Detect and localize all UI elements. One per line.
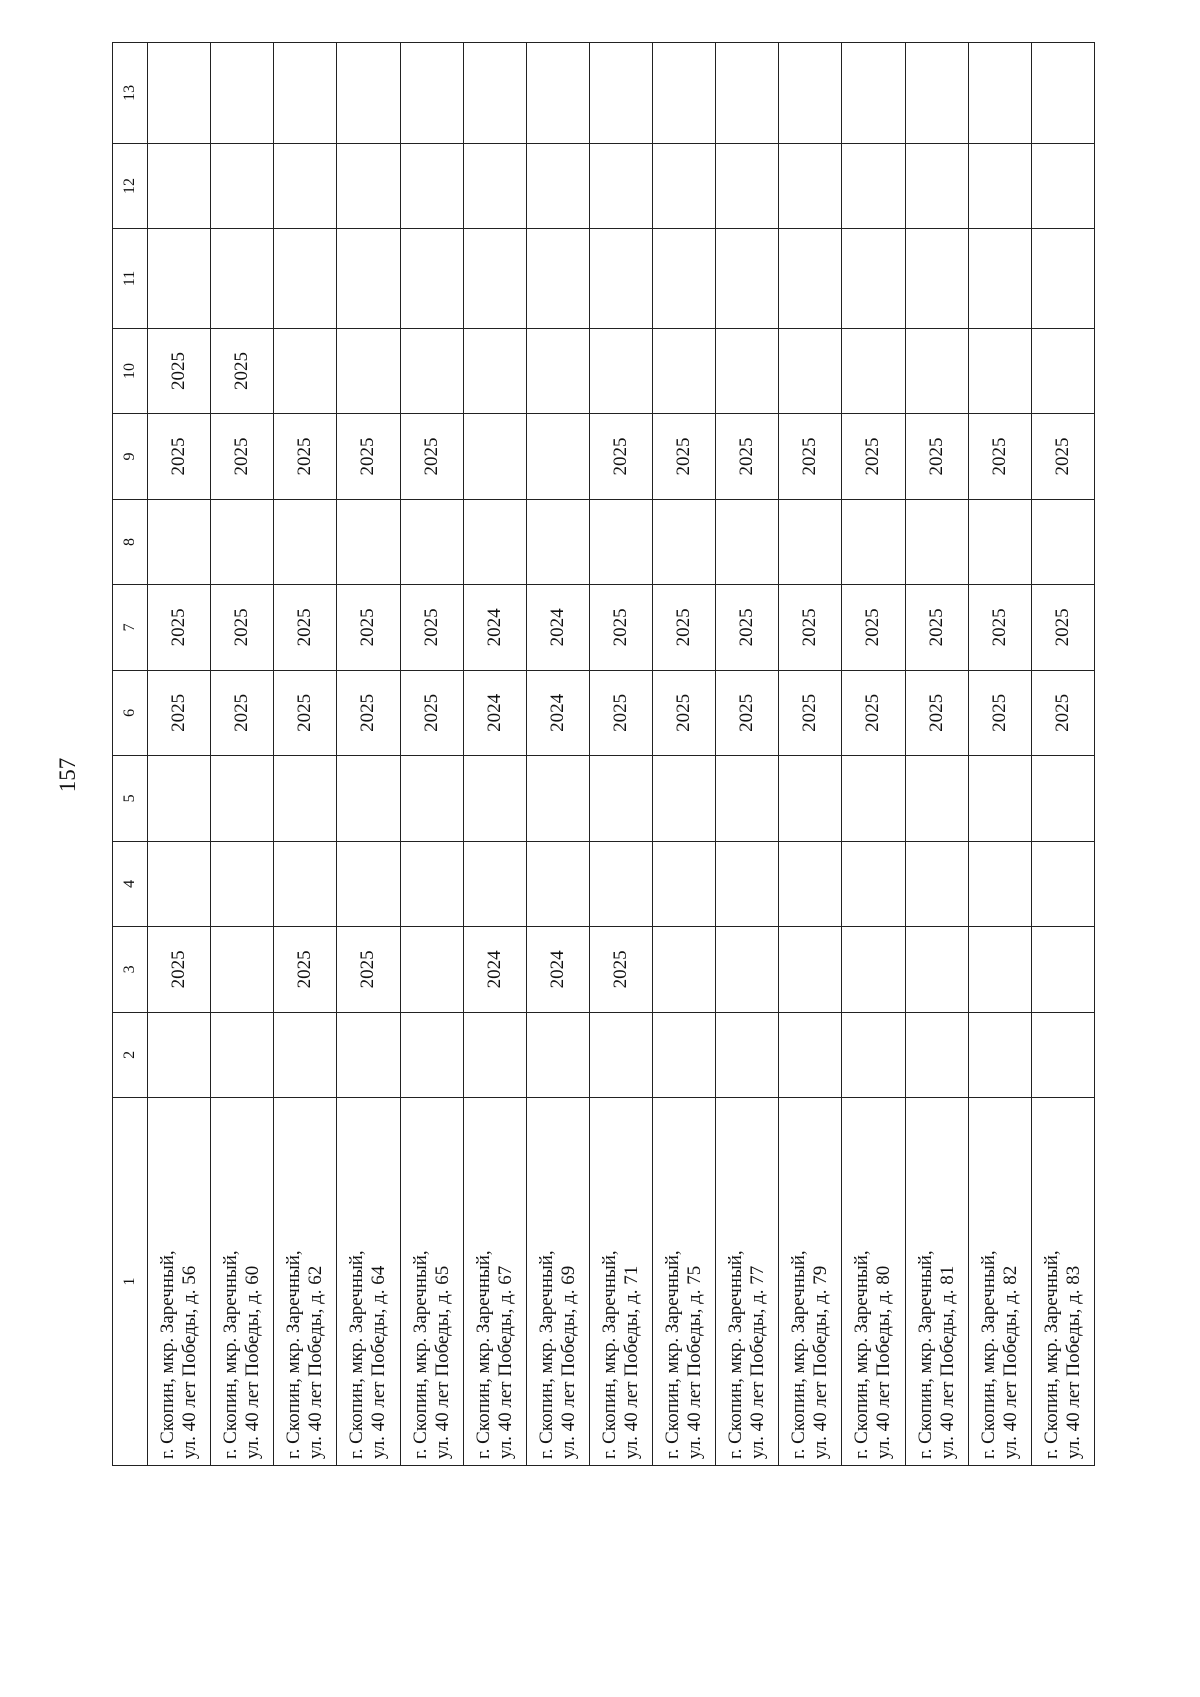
year-cell-col12 bbox=[463, 143, 526, 228]
year-cell-col12 bbox=[211, 143, 274, 228]
table-row bbox=[400, 43, 463, 1466]
year-cell-col4 bbox=[274, 841, 337, 926]
address-line2: ул. 40 лет Победы, д. 75 bbox=[684, 1265, 706, 1459]
year-cell-col6: 2025 bbox=[400, 670, 463, 755]
year-cell-col6: 2025 bbox=[842, 670, 905, 755]
table-row bbox=[148, 43, 211, 1466]
table-row bbox=[653, 43, 716, 1466]
address-line2: ул. 40 лет Победы, д. 67 bbox=[494, 1265, 516, 1459]
table-row bbox=[1031, 43, 1094, 1466]
year-cell-col12 bbox=[842, 143, 905, 228]
year-cell-col8 bbox=[463, 499, 526, 584]
year-cell-col2 bbox=[1031, 1012, 1094, 1097]
year-cell-col11 bbox=[779, 229, 842, 329]
year-cell-col11 bbox=[274, 229, 337, 329]
year-cell-col3 bbox=[1031, 927, 1094, 1012]
address-line1: г. Скопин, мкр. Заречный, bbox=[788, 1250, 810, 1459]
year-cell-col5 bbox=[337, 756, 400, 841]
year-cell-col13 bbox=[589, 43, 652, 144]
year-cell-col5 bbox=[968, 756, 1031, 841]
column-header-3: 3 bbox=[113, 927, 148, 1012]
year-cell-col5 bbox=[589, 756, 652, 841]
address-line1: г. Скопин, мкр. Заречный, bbox=[1040, 1250, 1062, 1459]
address-cell bbox=[526, 1098, 589, 1466]
year-cell-col6: 2024 bbox=[526, 670, 589, 755]
year-cell-col9: 2025 bbox=[716, 414, 779, 499]
address-line2: ул. 40 лет Победы, д. 80 bbox=[873, 1265, 895, 1459]
year-cell-col13 bbox=[779, 43, 842, 144]
column-header-13: 13 bbox=[113, 43, 148, 144]
column-header-12: 12 bbox=[113, 143, 148, 228]
address-line1: г. Скопин, мкр. Заречный, bbox=[157, 1250, 179, 1459]
address-cell bbox=[463, 1098, 526, 1466]
year-cell-col7: 2025 bbox=[400, 585, 463, 670]
year-cell-col4 bbox=[463, 841, 526, 926]
address-line2: ул. 40 лет Победы, д. 71 bbox=[620, 1265, 642, 1459]
address-line2: ул. 40 лет Победы, д. 79 bbox=[810, 1265, 832, 1459]
year-cell-col12 bbox=[148, 143, 211, 228]
year-cell-col10 bbox=[526, 328, 589, 413]
address-line2: ул. 40 лет Победы, д. 62 bbox=[305, 1265, 327, 1459]
year-cell-col13 bbox=[653, 43, 716, 144]
address-line2: ул. 40 лет Победы, д. 64 bbox=[368, 1265, 390, 1459]
address-line2: ул. 40 лет Победы, д. 69 bbox=[557, 1265, 579, 1459]
year-cell-col4 bbox=[1031, 841, 1094, 926]
year-cell-col10 bbox=[905, 328, 968, 413]
address-line2: ул. 40 лет Победы, д. 77 bbox=[747, 1265, 769, 1459]
address-line2: ул. 40 лет Победы, д. 60 bbox=[242, 1265, 264, 1459]
year-cell-col4 bbox=[589, 841, 652, 926]
address-cell bbox=[211, 1098, 274, 1466]
address-line1: г. Скопин, мкр. Заречный, bbox=[535, 1250, 557, 1459]
year-cell-col7: 2024 bbox=[526, 585, 589, 670]
year-cell-col5 bbox=[463, 756, 526, 841]
year-cell-col11 bbox=[653, 229, 716, 329]
schedule-table bbox=[112, 42, 1095, 1466]
table-row bbox=[779, 43, 842, 1466]
address-cell bbox=[842, 1098, 905, 1466]
year-cell-col12 bbox=[589, 143, 652, 228]
year-cell-col5 bbox=[779, 756, 842, 841]
year-cell-col5 bbox=[526, 756, 589, 841]
year-cell-col10 bbox=[716, 328, 779, 413]
year-cell-col5 bbox=[400, 756, 463, 841]
year-cell-col7: 2025 bbox=[716, 585, 779, 670]
year-cell-col7: 2025 bbox=[274, 585, 337, 670]
year-cell-col2 bbox=[905, 1012, 968, 1097]
year-cell-col11 bbox=[148, 229, 211, 329]
year-cell-col9: 2025 bbox=[400, 414, 463, 499]
year-cell-col2 bbox=[779, 1012, 842, 1097]
address-line1: г. Скопин, мкр. Заречный, bbox=[220, 1250, 242, 1459]
year-cell-col8 bbox=[337, 499, 400, 584]
year-cell-col10 bbox=[842, 328, 905, 413]
year-cell-col3: 2025 bbox=[274, 927, 337, 1012]
year-cell-col12 bbox=[400, 143, 463, 228]
address-line1: г. Скопин, мкр. Заречный, bbox=[598, 1250, 620, 1459]
year-cell-col8 bbox=[905, 499, 968, 584]
year-cell-col3 bbox=[400, 927, 463, 1012]
year-cell-col9 bbox=[463, 414, 526, 499]
year-cell-col12 bbox=[653, 143, 716, 228]
year-cell-col13 bbox=[968, 43, 1031, 144]
year-cell-col4 bbox=[400, 841, 463, 926]
year-cell-col7: 2025 bbox=[968, 585, 1031, 670]
year-cell-col11 bbox=[337, 229, 400, 329]
year-cell-col8 bbox=[653, 499, 716, 584]
year-cell-col11 bbox=[463, 229, 526, 329]
year-cell-col2 bbox=[842, 1012, 905, 1097]
year-cell-col5 bbox=[842, 756, 905, 841]
year-cell-col9 bbox=[526, 414, 589, 499]
year-cell-col7: 2025 bbox=[653, 585, 716, 670]
address-line1: г. Скопин, мкр. Заречный, bbox=[346, 1250, 368, 1459]
year-cell-col10: 2025 bbox=[148, 328, 211, 413]
address-cell bbox=[905, 1098, 968, 1466]
year-cell-col3 bbox=[842, 927, 905, 1012]
year-cell-col9: 2025 bbox=[653, 414, 716, 499]
year-cell-col9: 2025 bbox=[274, 414, 337, 499]
year-cell-col3 bbox=[211, 927, 274, 1012]
column-header-4: 4 bbox=[113, 841, 148, 926]
year-cell-col9: 2025 bbox=[779, 414, 842, 499]
year-cell-col10 bbox=[337, 328, 400, 413]
address-line2: ул. 40 лет Победы, д. 56 bbox=[179, 1265, 201, 1459]
address-cell bbox=[274, 1098, 337, 1466]
year-cell-col9: 2025 bbox=[589, 414, 652, 499]
year-cell-col4 bbox=[526, 841, 589, 926]
year-cell-col10 bbox=[274, 328, 337, 413]
year-cell-col3 bbox=[905, 927, 968, 1012]
year-cell-col3 bbox=[653, 927, 716, 1012]
address-line1: г. Скопин, мкр. Заречный, bbox=[851, 1250, 873, 1459]
year-cell-col8 bbox=[779, 499, 842, 584]
column-header-10: 10 bbox=[113, 328, 148, 413]
year-cell-col7: 2025 bbox=[211, 585, 274, 670]
address-line1: г. Скопин, мкр. Заречный, bbox=[914, 1250, 936, 1459]
year-cell-col7: 2025 bbox=[589, 585, 652, 670]
table-row bbox=[526, 43, 589, 1466]
year-cell-col12 bbox=[779, 143, 842, 228]
year-cell-col6: 2025 bbox=[968, 670, 1031, 755]
year-cell-col8 bbox=[211, 499, 274, 584]
year-cell-col12 bbox=[1031, 143, 1094, 228]
year-cell-col3: 2025 bbox=[148, 927, 211, 1012]
year-cell-col8 bbox=[526, 499, 589, 584]
table-row bbox=[463, 43, 526, 1466]
year-cell-col10 bbox=[463, 328, 526, 413]
year-cell-col3: 2024 bbox=[463, 927, 526, 1012]
year-cell-col9: 2025 bbox=[211, 414, 274, 499]
year-cell-col3 bbox=[716, 927, 779, 1012]
year-cell-col5 bbox=[653, 756, 716, 841]
address-cell bbox=[968, 1098, 1031, 1466]
address-line2: ул. 40 лет Победы, д. 83 bbox=[1062, 1265, 1084, 1459]
year-cell-col12 bbox=[526, 143, 589, 228]
column-header-9: 9 bbox=[113, 414, 148, 499]
year-cell-col13 bbox=[526, 43, 589, 144]
year-cell-col9: 2025 bbox=[1031, 414, 1094, 499]
year-cell-col11 bbox=[211, 229, 274, 329]
table-row bbox=[905, 43, 968, 1466]
column-header-11: 11 bbox=[113, 229, 148, 329]
year-cell-col12 bbox=[968, 143, 1031, 228]
year-cell-col7: 2025 bbox=[905, 585, 968, 670]
address-line2: ул. 40 лет Победы, д. 81 bbox=[936, 1265, 958, 1459]
address-cell bbox=[589, 1098, 652, 1466]
year-cell-col8 bbox=[148, 499, 211, 584]
table-container bbox=[112, 42, 1095, 1466]
year-cell-col6: 2025 bbox=[211, 670, 274, 755]
address-line1: г. Скопин, мкр. Заречный, bbox=[409, 1250, 431, 1459]
table-row bbox=[716, 43, 779, 1466]
year-cell-col10 bbox=[400, 328, 463, 413]
column-header-8: 8 bbox=[113, 499, 148, 584]
year-cell-col5 bbox=[1031, 756, 1094, 841]
year-cell-col6: 2025 bbox=[905, 670, 968, 755]
year-cell-col6: 2025 bbox=[148, 670, 211, 755]
year-cell-col11 bbox=[1031, 229, 1094, 329]
table-row bbox=[274, 43, 337, 1466]
address-cell bbox=[337, 1098, 400, 1466]
year-cell-col13 bbox=[1031, 43, 1094, 144]
address-cell bbox=[716, 1098, 779, 1466]
year-cell-col9: 2025 bbox=[337, 414, 400, 499]
year-cell-col13 bbox=[463, 43, 526, 144]
year-cell-col11 bbox=[842, 229, 905, 329]
year-cell-col6: 2025 bbox=[653, 670, 716, 755]
year-cell-col4 bbox=[842, 841, 905, 926]
year-cell-col10 bbox=[1031, 328, 1094, 413]
year-cell-col13 bbox=[905, 43, 968, 144]
year-cell-col2 bbox=[716, 1012, 779, 1097]
year-cell-col6: 2025 bbox=[274, 670, 337, 755]
address-cell bbox=[400, 1098, 463, 1466]
year-cell-col13 bbox=[337, 43, 400, 144]
year-cell-col13 bbox=[211, 43, 274, 144]
table-row bbox=[842, 43, 905, 1466]
year-cell-col5 bbox=[148, 756, 211, 841]
year-cell-col6: 2025 bbox=[1031, 670, 1094, 755]
year-cell-col7: 2025 bbox=[1031, 585, 1094, 670]
year-cell-col8 bbox=[842, 499, 905, 584]
year-cell-col2 bbox=[653, 1012, 716, 1097]
year-cell-col9: 2025 bbox=[905, 414, 968, 499]
year-cell-col6: 2025 bbox=[589, 670, 652, 755]
year-cell-col3 bbox=[779, 927, 842, 1012]
year-cell-col9: 2025 bbox=[148, 414, 211, 499]
year-cell-col7: 2025 bbox=[337, 585, 400, 670]
address-line2: ул. 40 лет Победы, д. 65 bbox=[431, 1265, 453, 1459]
year-cell-col12 bbox=[274, 143, 337, 228]
year-cell-col2 bbox=[526, 1012, 589, 1097]
year-cell-col5 bbox=[905, 756, 968, 841]
year-cell-col10 bbox=[968, 328, 1031, 413]
page-number: 157 bbox=[55, 757, 80, 793]
year-cell-col7: 2024 bbox=[463, 585, 526, 670]
year-cell-col2 bbox=[274, 1012, 337, 1097]
column-header-1: 1 bbox=[113, 1098, 148, 1466]
table-row bbox=[337, 43, 400, 1466]
year-cell-col8 bbox=[589, 499, 652, 584]
year-cell-col12 bbox=[905, 143, 968, 228]
address-line1: г. Скопин, мкр. Заречный, bbox=[662, 1250, 684, 1459]
year-cell-col2 bbox=[211, 1012, 274, 1097]
year-cell-col11 bbox=[589, 229, 652, 329]
year-cell-col6: 2024 bbox=[463, 670, 526, 755]
year-cell-col4 bbox=[211, 841, 274, 926]
year-cell-col4 bbox=[716, 841, 779, 926]
year-cell-col6: 2025 bbox=[716, 670, 779, 755]
address-cell bbox=[148, 1098, 211, 1466]
table-body bbox=[148, 43, 1095, 1466]
year-cell-col4 bbox=[905, 841, 968, 926]
year-cell-col8 bbox=[400, 499, 463, 584]
year-cell-col13 bbox=[400, 43, 463, 144]
year-cell-col4 bbox=[968, 841, 1031, 926]
year-cell-col4 bbox=[653, 841, 716, 926]
year-cell-col7: 2025 bbox=[779, 585, 842, 670]
address-cell bbox=[779, 1098, 842, 1466]
year-cell-col11 bbox=[400, 229, 463, 329]
year-cell-col2 bbox=[400, 1012, 463, 1097]
year-cell-col13 bbox=[842, 43, 905, 144]
year-cell-col11 bbox=[968, 229, 1031, 329]
year-cell-col13 bbox=[274, 43, 337, 144]
table-row bbox=[968, 43, 1031, 1466]
year-cell-col3 bbox=[968, 927, 1031, 1012]
year-cell-col2 bbox=[148, 1012, 211, 1097]
year-cell-col8 bbox=[1031, 499, 1094, 584]
year-cell-col4 bbox=[337, 841, 400, 926]
year-cell-col11 bbox=[526, 229, 589, 329]
year-cell-col6: 2025 bbox=[779, 670, 842, 755]
year-cell-col5 bbox=[274, 756, 337, 841]
year-cell-col12 bbox=[337, 143, 400, 228]
year-cell-col3: 2025 bbox=[337, 927, 400, 1012]
column-header-7: 7 bbox=[113, 585, 148, 670]
year-cell-col2 bbox=[337, 1012, 400, 1097]
year-cell-col11 bbox=[716, 229, 779, 329]
table-row bbox=[589, 43, 652, 1466]
year-cell-col12 bbox=[716, 143, 779, 228]
address-line1: г. Скопин, мкр. Заречный, bbox=[725, 1250, 747, 1459]
year-cell-col9: 2025 bbox=[842, 414, 905, 499]
year-cell-col5 bbox=[716, 756, 779, 841]
year-cell-col3: 2025 bbox=[589, 927, 652, 1012]
year-cell-col2 bbox=[589, 1012, 652, 1097]
year-cell-col13 bbox=[148, 43, 211, 144]
year-cell-col4 bbox=[148, 841, 211, 926]
year-cell-col13 bbox=[716, 43, 779, 144]
address-cell bbox=[1031, 1098, 1094, 1466]
year-cell-col7: 2025 bbox=[148, 585, 211, 670]
address-line2: ул. 40 лет Победы, д. 82 bbox=[999, 1265, 1021, 1459]
year-cell-col11 bbox=[905, 229, 968, 329]
year-cell-col8 bbox=[716, 499, 779, 584]
address-cell bbox=[653, 1098, 716, 1466]
year-cell-col10 bbox=[779, 328, 842, 413]
column-header-5: 5 bbox=[113, 756, 148, 841]
year-cell-col2 bbox=[463, 1012, 526, 1097]
column-header-2: 2 bbox=[113, 1012, 148, 1097]
header-row bbox=[113, 43, 148, 1466]
year-cell-col5 bbox=[211, 756, 274, 841]
column-header-6: 6 bbox=[113, 670, 148, 755]
year-cell-col10 bbox=[589, 328, 652, 413]
year-cell-col4 bbox=[779, 841, 842, 926]
year-cell-col8 bbox=[274, 499, 337, 584]
address-line1: г. Скопин, мкр. Заречный, bbox=[472, 1250, 494, 1459]
address-line1: г. Скопин, мкр. Заречный, bbox=[283, 1250, 305, 1459]
year-cell-col8 bbox=[968, 499, 1031, 584]
year-cell-col6: 2025 bbox=[337, 670, 400, 755]
year-cell-col9: 2025 bbox=[968, 414, 1031, 499]
table-row bbox=[211, 43, 274, 1466]
year-cell-col7: 2025 bbox=[842, 585, 905, 670]
year-cell-col10: 2025 bbox=[211, 328, 274, 413]
year-cell-col2 bbox=[968, 1012, 1031, 1097]
address-line1: г. Скопин, мкр. Заречный, bbox=[977, 1250, 999, 1459]
year-cell-col3: 2024 bbox=[526, 927, 589, 1012]
year-cell-col10 bbox=[653, 328, 716, 413]
